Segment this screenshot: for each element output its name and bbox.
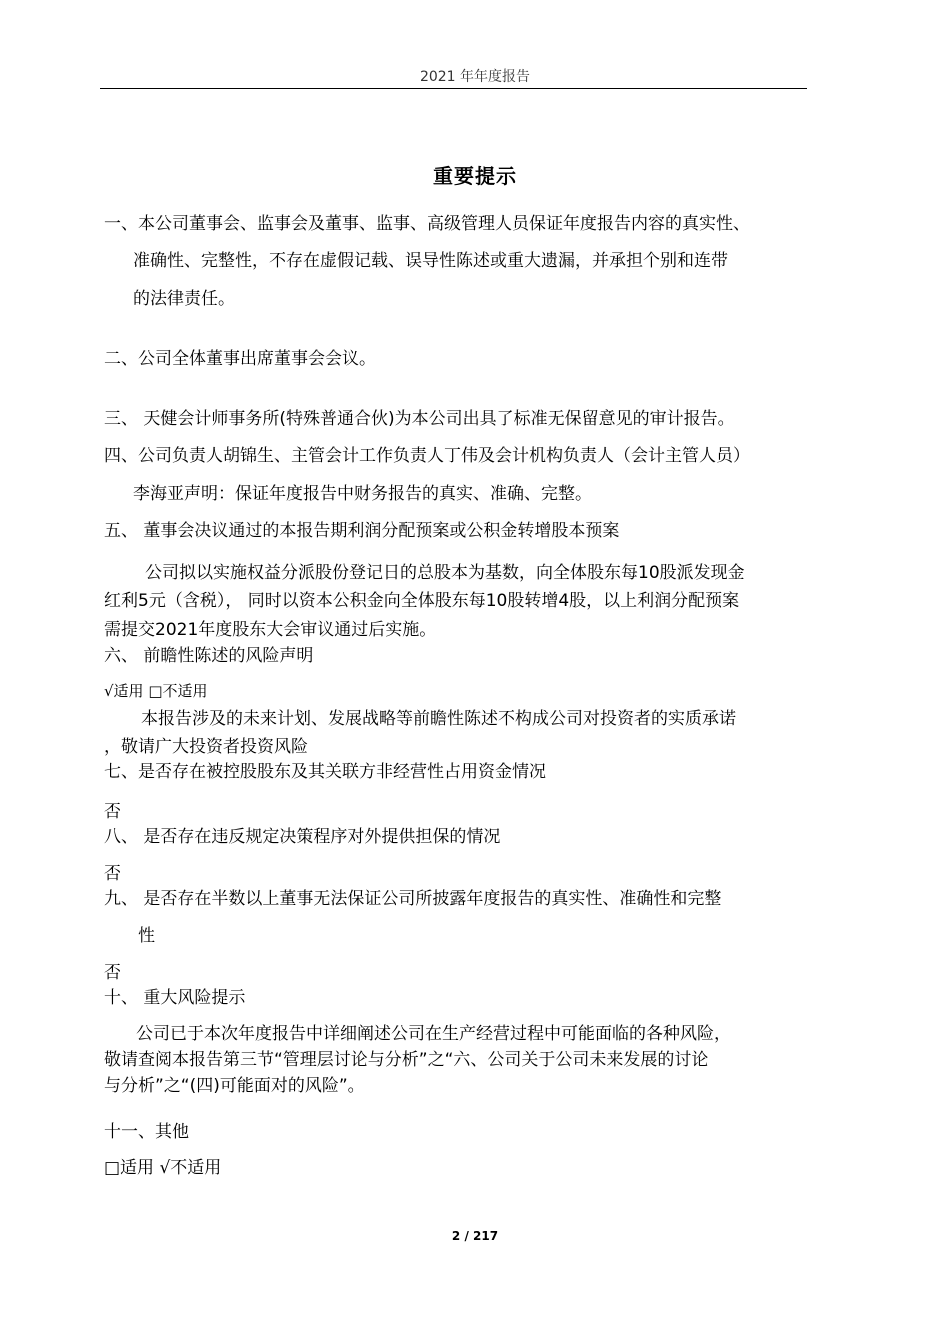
item-10-para-line-2: 敬请查阅本报告第三节“管理层讨论与分析”之“六、公司关于公司未来发展的讨论 <box>104 1050 709 1070</box>
item-4-line-2: 李海亚声明：保证年度报告中财务报告的真实、准确、完整。 <box>133 484 592 504</box>
item-5-para-line-2: 红利5元（含税）， 同时以资本公积金向全体股东每10股转增4股，以上利润分配预案 <box>104 591 740 611</box>
item-3: 三、 天健会计师事务所(特殊普通合伙)为本公司出具了标准无保留意见的审计报告。 <box>104 409 735 429</box>
page-title: 重要提示 <box>433 164 517 188</box>
item-1-line-1: 一、本公司董事会、监事会及董事、监事、高级管理人员保证年度报告内容的真实性、 <box>104 214 750 234</box>
item-6-para-line-1: 本报告涉及的未来计划、发展战略等前瞻性陈述不构成公司对投资者的实质承诺 <box>141 709 736 729</box>
item-10-heading: 十、 重大风险提示 <box>104 988 246 1008</box>
running-header: 2021 年年度报告 <box>419 69 531 85</box>
item-9-heading-line-1: 九、 是否存在半数以上董事无法保证公司所披露年度报告的真实性、准确性和完整 <box>104 889 722 909</box>
item-4-line-1: 四、公司负责人胡锦生、主管会计工作负责人丁伟及会计机构负责人（会计主管人员） <box>104 446 750 466</box>
header-divider <box>100 88 807 89</box>
item-7-heading: 七、是否存在被控股股东及其关联方非经营性占用资金情况 <box>104 762 546 782</box>
item-1-line-2: 准确性、完整性，不存在虚假记载、误导性陈述或重大遗漏，并承担个别和连带 <box>133 251 728 271</box>
item-6-heading: 六、 前瞻性陈述的风险声明 <box>104 646 314 666</box>
page-number: 2 / 217 <box>451 1229 499 1243</box>
item-9-answer: 否 <box>104 963 121 983</box>
item-7-answer: 否 <box>104 802 121 822</box>
item-1-line-3: 的法律责任。 <box>133 289 235 309</box>
item-8-answer: 否 <box>104 864 121 884</box>
item-2: 二、公司全体董事出席董事会会议。 <box>104 349 376 369</box>
item-6-applicability: √适用 □不适用 <box>104 682 208 700</box>
item-5-para-line-1: 公司拟以实施权益分派股份登记日的总股本为基数，向全体股东每10股派发现金 <box>145 563 745 583</box>
item-9-heading-line-2: 性 <box>138 926 155 946</box>
item-5-para-line-3: 需提交2021年度股东大会审议通过后实施。 <box>104 620 437 640</box>
item-6-para-line-2: ，敬请广大投资者投资风险 <box>104 737 308 757</box>
item-11-applicability: □适用 √不适用 <box>104 1158 222 1178</box>
item-8-heading: 八、 是否存在违反规定决策程序对外提供担保的情况 <box>104 827 501 847</box>
item-10-para-line-1: 公司已于本次年度报告中详细阐述公司在生产经营过程中可能面临的各种风险， <box>136 1024 731 1044</box>
item-5-heading: 五、 董事会决议通过的本报告期利润分配预案或公积金转增股本预案 <box>104 521 620 541</box>
item-10-para-line-3: 与分析”之“(四)可能面对的风险”。 <box>104 1076 365 1096</box>
item-11-heading: 十一、其他 <box>104 1122 189 1142</box>
